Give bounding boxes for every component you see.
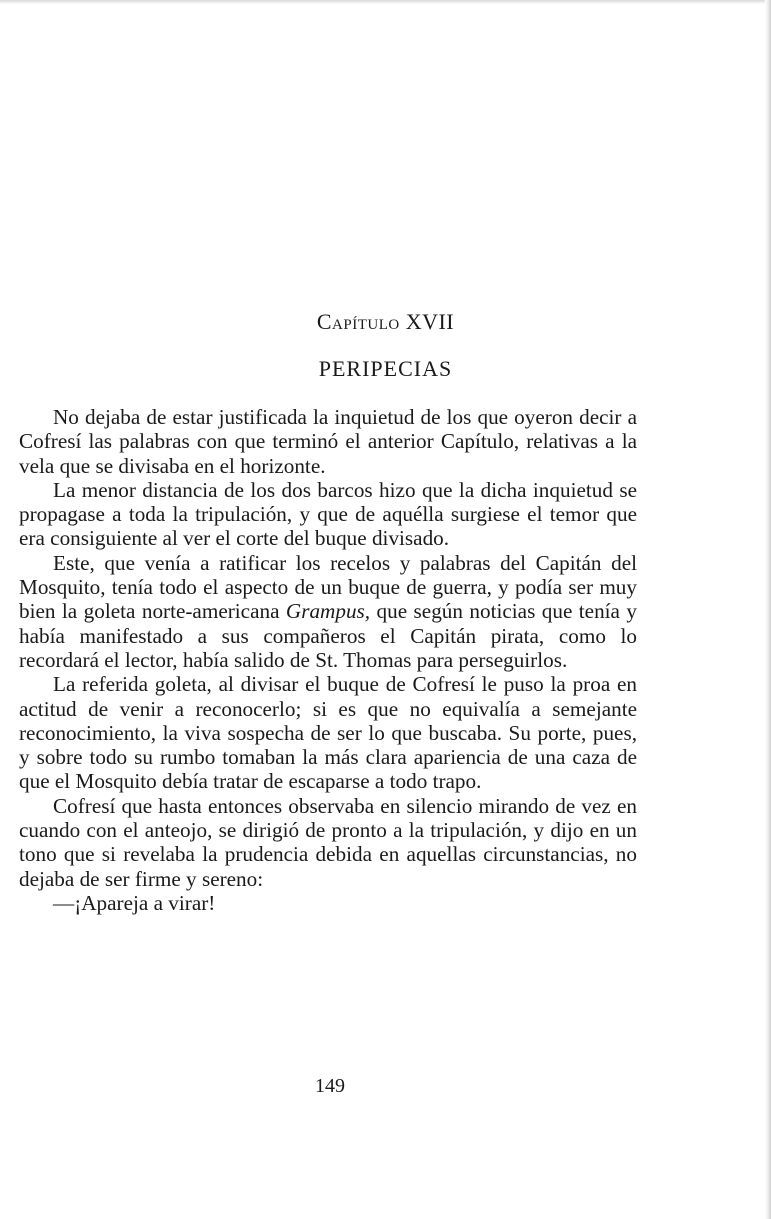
paragraph-6-dialogue: —¡Apareja a virar! — [53, 890, 216, 915]
page-top-edge — [0, 0, 771, 4]
paragraph-3-text-after: que según noticias que tenía y había manifestado a sus compañeros el Capitán pirata, como lo recordará el lector, había salido de St. Thomas para perseguirlos. — [19, 599, 637, 672]
paragraph-3 — [19, 551, 637, 672]
chapter-prefix: Capítulo — [316, 309, 400, 334]
body-text — [19, 405, 637, 915]
paragraph-3-text-before: Este, que venía a ratificar los recelos y palabras del Capitán del Mosquito, tenía todo el aspecto de un buque de guerra, y podía ser muy bien la goleta norte-americana — [19, 550, 637, 624]
ship-name-italic: Grampus, — [285, 599, 371, 624]
paragraph-4: La referida goleta, al divisar el buque de Cofresí le puso la proa en actitud de venir a reconocerlo; si es que no equivalía a semejante reconocimiento, la viva sospecha de ser lo que buscaba. Su porte, pues, y sobre todo su rumbo tomaban la más clara apariencia de una caza de que el Mosquito debía tratar de escaparse a todo trapo. — [19, 672, 637, 794]
paragraph-2: La menor distancia de los dos barcos hizo que la dicha inquietud se propagase a toda la tripulación, y que de aquélla surgiese el temor que era consiguiente al ver el corte del buque divisado. — [19, 477, 637, 551]
chapter-number: XVII — [405, 309, 455, 334]
chapter-title: PERIPECIAS — [318, 356, 453, 381]
page-right-edge — [765, 0, 771, 1219]
page-number: 149 — [315, 1075, 345, 1097]
chapter-heading — [0, 309, 771, 335]
paragraph-1: No dejaba de estar justificada la inquietud de los que oyeron decir a Cofresí las palabras con que terminó el anterior Capítulo, relativas a la vela que se divisaba en el horizonte. — [19, 405, 637, 478]
paragraph-5: Cofresí que hasta entonces observaba en silencio mirando de vez en cuando con el anteojo, se dirigió de pronto a la tripulación, y dijo en un tono que si revelaba la prudencia debida en aquellas circunstancias, no dejaba de ser firme y sereno: — [19, 793, 637, 891]
